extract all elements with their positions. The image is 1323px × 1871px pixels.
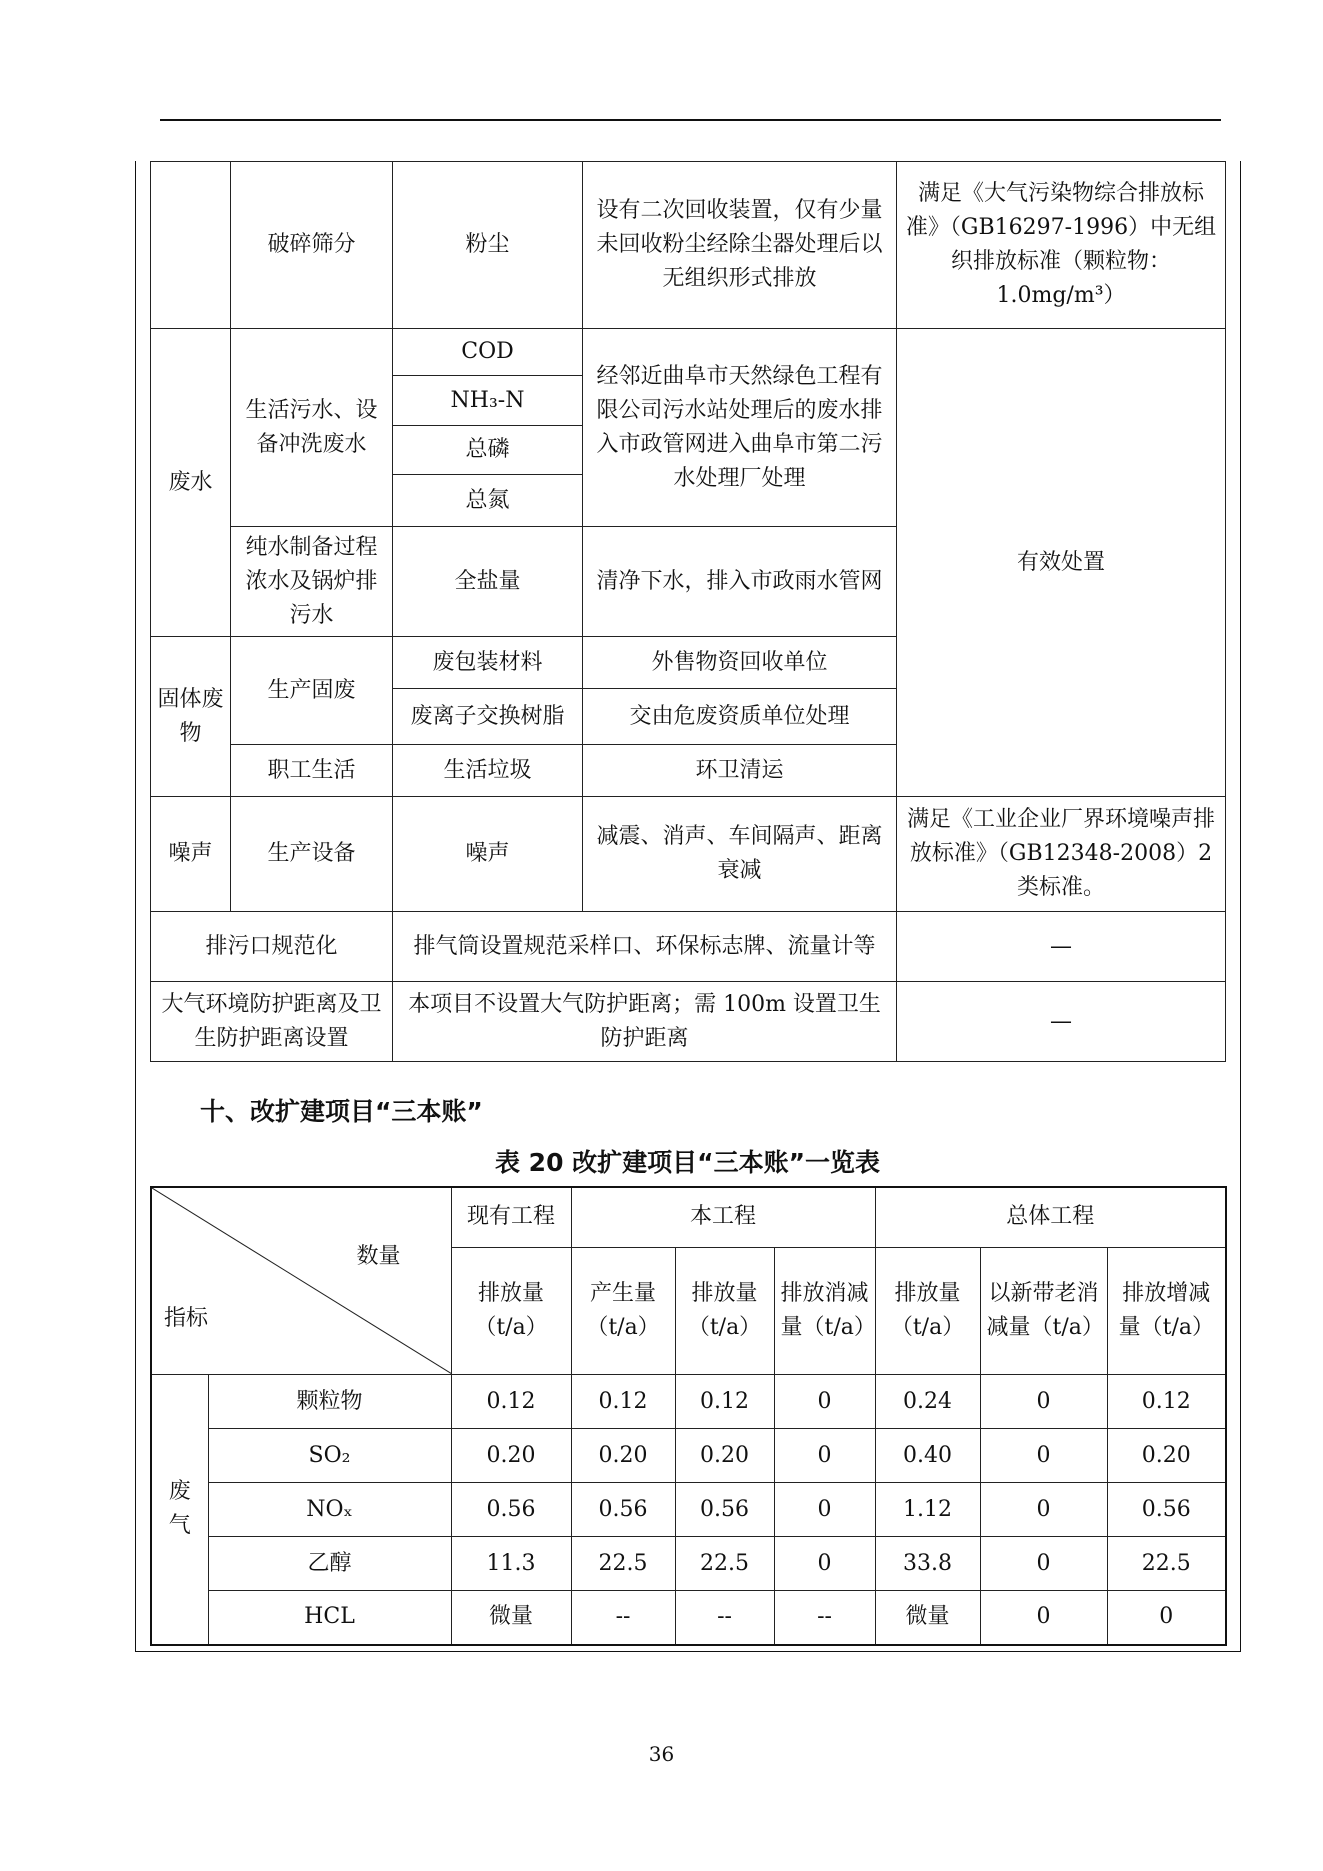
table-caption: 表 20 改扩建项目“三本账”一览表 bbox=[494, 1148, 881, 1177]
cell-stage: 破碎筛分 bbox=[231, 162, 393, 329]
value-cell: 微量 bbox=[875, 1591, 980, 1645]
group-existing: 现有工程 bbox=[451, 1187, 571, 1247]
cell-category-noise: 噪声 bbox=[151, 797, 231, 912]
value-cell: 0 bbox=[980, 1483, 1107, 1537]
value-cell: 22.5 bbox=[1107, 1537, 1226, 1591]
cell-category-wastewater: 废水 bbox=[151, 329, 231, 637]
value-cell: 0.20 bbox=[1107, 1429, 1226, 1483]
row-name: 乙醇 bbox=[208, 1537, 451, 1591]
value-cell: -- bbox=[571, 1591, 675, 1645]
table-row bbox=[151, 1537, 1226, 1591]
three-accounts-table bbox=[150, 1186, 1227, 1646]
value-cell: 0.56 bbox=[1107, 1483, 1226, 1537]
value-cell: 0 bbox=[774, 1483, 875, 1537]
cell-effect-mid: 有效处置 bbox=[897, 329, 1226, 797]
value-cell: 0.20 bbox=[451, 1429, 571, 1483]
subhead-6: 以新带老消减量（t/a） bbox=[980, 1247, 1107, 1374]
corner-header bbox=[151, 1187, 451, 1375]
group-this: 本工程 bbox=[571, 1187, 875, 1247]
cell-distance-label: 大气环境防护距离及卫生防护距离设置 bbox=[151, 982, 393, 1062]
value-cell: 0.12 bbox=[571, 1375, 675, 1429]
subhead-1: 排放量（t/a） bbox=[451, 1247, 571, 1374]
cell-domestic-source: 生活污水、设备冲洗废水 bbox=[231, 329, 393, 527]
cell-outlet-label: 排污口规范化 bbox=[151, 912, 393, 982]
value-cell: 0.12 bbox=[675, 1375, 774, 1429]
table-row bbox=[151, 1429, 1226, 1483]
subhead-4: 排放消减量（t/a） bbox=[774, 1247, 875, 1374]
value-cell: 微量 bbox=[451, 1591, 571, 1645]
cell-noise-pollutant: 噪声 bbox=[393, 797, 583, 912]
cell-measure: 设有二次回收装置，仅有少量未回收粉尘经除尘器处理后以无组织形式排放 bbox=[583, 162, 897, 329]
value-cell: 0 bbox=[774, 1375, 875, 1429]
value-cell: -- bbox=[774, 1591, 875, 1645]
value-cell: 0 bbox=[980, 1375, 1107, 1429]
group-total: 总体工程 bbox=[875, 1187, 1226, 1247]
value-cell: 1.12 bbox=[875, 1483, 980, 1537]
header-rule bbox=[160, 119, 1221, 121]
value-cell: 0 bbox=[774, 1429, 875, 1483]
cell-pollutant-tp: 总磷 bbox=[393, 426, 583, 475]
value-cell: 0.40 bbox=[875, 1429, 980, 1483]
row-name: HCL bbox=[208, 1591, 451, 1645]
corner-bottom-label: 指标 bbox=[164, 1306, 209, 1331]
cell-empty-category bbox=[151, 162, 231, 329]
pollution-control-table bbox=[150, 161, 1226, 1062]
value-cell: 0 bbox=[980, 1537, 1107, 1591]
cell-noise-effect: 满足《工业企业厂界环境噪声排放标准》（GB12348-2008）2 类标准。 bbox=[897, 797, 1226, 912]
value-cell: 0 bbox=[774, 1537, 875, 1591]
cell-solid-pollutant-1: 废包装材料 bbox=[393, 637, 583, 689]
cell-outlet-measure: 排气筒设置规范采样口、环保标志牌、流量计等 bbox=[393, 912, 897, 982]
cell-domestic-measure: 经邻近曲阜市天然绿色工程有限公司污水站处理后的废水排入市政管网进入曲阜市第二污水处理厂处理 bbox=[583, 329, 897, 527]
value-cell: 0.12 bbox=[451, 1375, 571, 1429]
cell-solid-measure-1: 外售物资回收单位 bbox=[583, 637, 897, 689]
value-cell: 0.12 bbox=[1107, 1375, 1226, 1429]
table-row bbox=[151, 1483, 1226, 1537]
cell-pollutant: 粉尘 bbox=[393, 162, 583, 329]
value-cell: 22.5 bbox=[571, 1537, 675, 1591]
value-cell: 22.5 bbox=[675, 1537, 774, 1591]
row-name: NOₓ bbox=[208, 1483, 451, 1537]
cell-category-waste-gas: 废气 bbox=[151, 1375, 208, 1645]
value-cell: 0.56 bbox=[571, 1483, 675, 1537]
value-cell: 0.20 bbox=[675, 1429, 774, 1483]
cell-pollutant-nh3n: NH₃-N bbox=[393, 376, 583, 426]
cell-pure-pollutant: 全盐量 bbox=[393, 527, 583, 637]
cell-staff-source: 职工生活 bbox=[231, 745, 393, 797]
cell-noise-source: 生产设备 bbox=[231, 797, 393, 912]
row-name: 颗粒物 bbox=[208, 1375, 451, 1429]
cell-outlet-effect: — bbox=[897, 912, 1226, 982]
value-cell: 0.56 bbox=[451, 1483, 571, 1537]
cell-prod-source: 生产固废 bbox=[231, 637, 393, 745]
table-row bbox=[151, 1591, 1226, 1645]
value-cell: 33.8 bbox=[875, 1537, 980, 1591]
corner-diagonal bbox=[152, 1188, 452, 1374]
subhead-5: 排放量（t/a） bbox=[875, 1247, 980, 1374]
cell-solid-measure-2: 交由危废资质单位处理 bbox=[583, 689, 897, 745]
cell-pollutant-tn: 总氮 bbox=[393, 475, 583, 527]
cell-staff-pollutant: 生活垃圾 bbox=[393, 745, 583, 797]
row-name: SO₂ bbox=[208, 1429, 451, 1483]
value-cell: -- bbox=[675, 1591, 774, 1645]
cell-pollutant-cod: COD bbox=[393, 329, 583, 376]
subhead-7: 排放增减量（t/a） bbox=[1107, 1247, 1226, 1374]
cell-distance-effect: — bbox=[897, 982, 1226, 1062]
cell-distance-measure: 本项目不设置大气防护距离；需 100m 设置卫生防护距离 bbox=[393, 982, 897, 1062]
subhead-3: 排放量（t/a） bbox=[675, 1247, 774, 1374]
cell-staff-measure: 环卫清运 bbox=[583, 745, 897, 797]
subhead-2: 产生量（t/a） bbox=[571, 1247, 675, 1374]
cell-solid-pollutant-2: 废离子交换树脂 bbox=[393, 689, 583, 745]
value-cell: 0 bbox=[980, 1429, 1107, 1483]
cell-pure-source: 纯水制备过程浓水及锅炉排污水 bbox=[231, 527, 393, 637]
section-title: 十、改扩建项目“三本账” bbox=[200, 1097, 483, 1126]
corner-top-label: 数量 bbox=[356, 1244, 401, 1269]
cell-pure-measure: 清净下水，排入市政雨水管网 bbox=[583, 527, 897, 637]
value-cell: 0.24 bbox=[875, 1375, 980, 1429]
table-row bbox=[151, 1375, 1226, 1429]
value-cell: 11.3 bbox=[451, 1537, 571, 1591]
cell-category-solid: 固体废物 bbox=[151, 637, 231, 797]
value-cell: 0.20 bbox=[571, 1429, 675, 1483]
cell-noise-measure: 减震、消声、车间隔声、距离衰减 bbox=[583, 797, 897, 912]
page-number: 36 bbox=[648, 1742, 675, 1766]
value-cell: 0.56 bbox=[675, 1483, 774, 1537]
value-cell: 0 bbox=[1107, 1591, 1226, 1645]
cell-effect: 满足《大气污染物综合排放标准》（GB16297-1996）中无组织排放标准（颗粒物：1.0mg/m³） bbox=[897, 162, 1226, 329]
value-cell: 0 bbox=[980, 1591, 1107, 1645]
